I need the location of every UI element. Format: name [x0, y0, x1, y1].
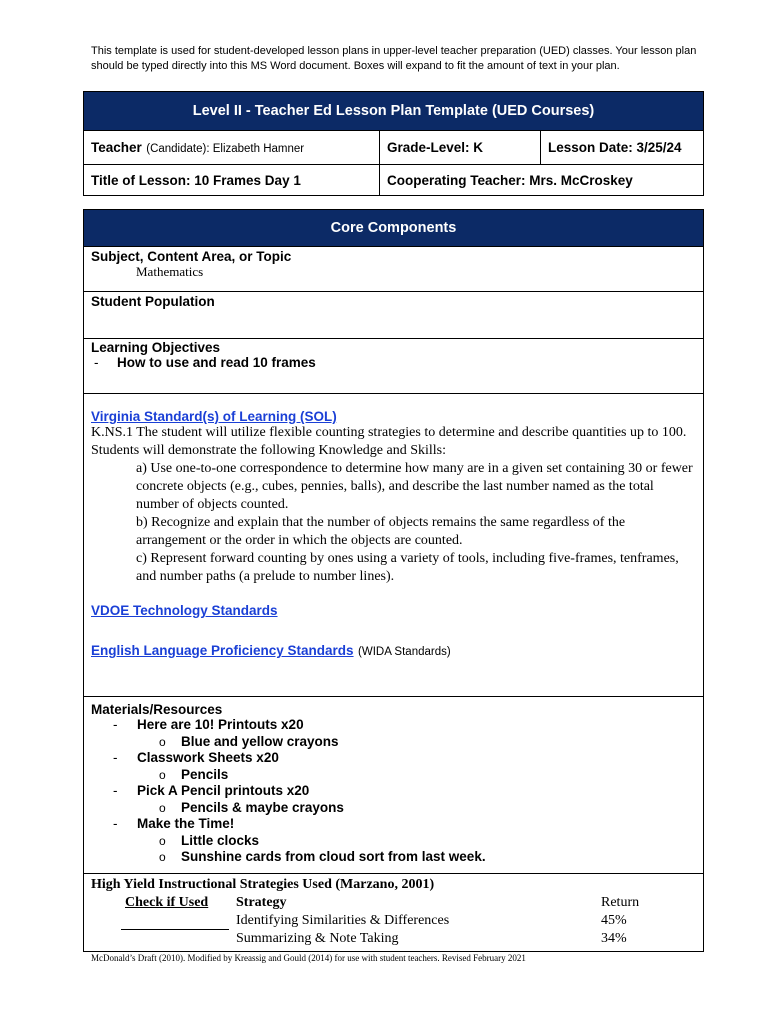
materials-cell — [84, 697, 704, 874]
material-subitem: o Blue and yellow crayons — [91, 734, 696, 751]
col-check: Check if Used — [125, 895, 209, 910]
core-title: Core Components — [84, 210, 704, 247]
strategy-name: Summarizing & Note Taking — [236, 931, 399, 946]
material-item: - Here are 10! Printouts x20 — [91, 717, 696, 734]
strategy-return: 45% — [601, 913, 627, 928]
material-item: - Classwork Sheets x20 — [91, 750, 696, 767]
standards-cell — [84, 394, 704, 697]
subject-label: Subject, Content Area, or Topic — [91, 249, 292, 264]
cooperating-teacher: Cooperating Teacher: Mrs. McCroskey — [380, 165, 704, 196]
lesson-date: Lesson Date: 3/25/24 — [541, 131, 704, 165]
teacher-cell — [84, 131, 380, 165]
material-subitem: o Pencils & maybe crayons — [91, 800, 696, 817]
strategy-name: Identifying Similarities & Differences — [236, 913, 450, 928]
population-cell — [84, 292, 704, 339]
sol-a: a) Use one-to-one correspondence to determine how many are in a given set containing 30 or fewer concrete objects (e.g., cubes, pennies, balls), and describe the last number named as the total number of objects counted. — [136, 461, 693, 512]
sol-intro: K.NS.1 The student will utilize flexible counting strategies to determine and describe quantities up to 100. Students will demonstrate the following Knowledge and Skills: — [91, 425, 687, 458]
sol-link[interactable]: Virginia Standard(s) of Learning (SOL) — [91, 409, 337, 424]
materials-label: Materials/Resources — [91, 702, 223, 717]
sol-c: c) Represent forward counting by ones using a variety of tools, including five-frames, tenframes, and number paths (a prelude to number lines). — [136, 551, 679, 584]
check-box[interactable] — [121, 912, 229, 930]
subject-value: Mathematics — [136, 264, 204, 279]
elp-note: (WIDA Standards) — [358, 646, 451, 658]
material-subitem: o Little clocks — [91, 833, 696, 850]
subject-cell — [84, 247, 704, 292]
strategy-row — [91, 912, 696, 930]
teacher-value: (Candidate): Elizabeth Hamner — [146, 142, 305, 155]
material-item: - Make the Time! — [91, 816, 696, 833]
teacher-label: Teacher — [91, 139, 142, 155]
objective-1: How to use and read 10 frames — [117, 355, 316, 370]
intro-text: This template is used for student-developed lesson plans in upper-level teacher preparation (UED) classes. Your lesson plan should be typed directly into this MS Word document. Boxes will expand to fit the amount of text in your plan. — [91, 45, 697, 72]
template-title: Level II - Teacher Ed Lesson Plan Template (UED Courses) — [84, 92, 704, 131]
strategy-row — [91, 930, 696, 948]
grade-level: Grade-Level: K — [380, 131, 541, 165]
col-strategy: Strategy — [236, 895, 287, 910]
core-table — [83, 209, 704, 952]
objectives-cell — [84, 339, 704, 394]
material-item: - Pick A Pencil printouts x20 — [91, 783, 696, 800]
strategies-label: High Yield Instructional Strategies Used (Marzano, 2001) — [91, 877, 435, 892]
elp-link[interactable]: English Language Proficiency Standards — [91, 643, 354, 658]
objectives-label: Learning Objectives — [91, 340, 221, 355]
col-return: Return — [601, 895, 640, 910]
objective-item: - How to use and read 10 frames — [94, 355, 316, 370]
material-subitem: o Pencils — [91, 767, 696, 784]
population-label: Student Population — [91, 294, 215, 309]
strategy-return: 34% — [601, 931, 627, 946]
lesson-title: Title of Lesson: 10 Frames Day 1 — [84, 165, 380, 196]
footer-text: McDonald’s Draft (2010). Modified by Kreassig and Gould (2014) for use with student teachers. Revised February 2021 — [91, 953, 526, 963]
vdoe-link[interactable]: VDOE Technology Standards — [91, 603, 278, 618]
sol-b: b) Recognize and explain that the number of objects remains the same regardless of the arrangement or the order in which the objects are counted. — [136, 515, 626, 548]
header-table — [83, 91, 704, 196]
material-subitem: o Sunshine cards from cloud sort from last week. — [91, 849, 696, 866]
strategies-cell — [84, 874, 704, 952]
